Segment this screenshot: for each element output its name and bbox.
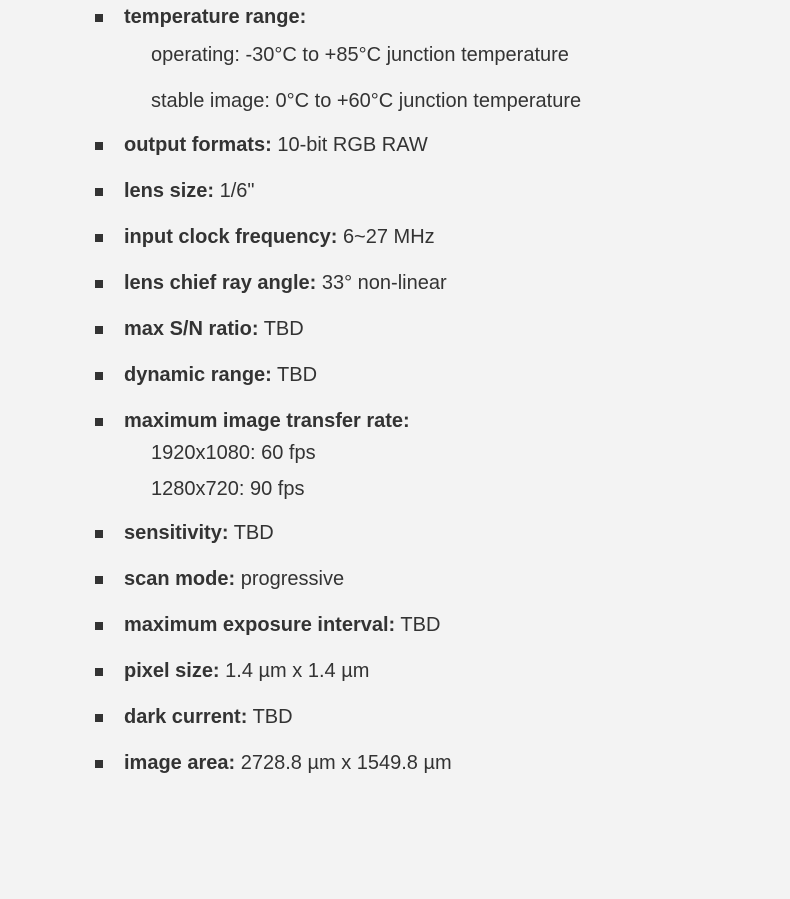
spec-item-maximum-image-transfer-rate [95, 408, 775, 502]
spec-value: TBD [252, 706, 293, 728]
square-bullet-icon [95, 418, 103, 426]
spec-label: output formats: [124, 134, 272, 156]
square-bullet-icon [95, 188, 103, 196]
spec-value: TBD [233, 522, 274, 544]
square-bullet-icon [95, 234, 103, 242]
spec-value: 33° non-linear [321, 272, 447, 294]
spec-item-image-area [95, 750, 775, 776]
spec-item-lens-size [95, 178, 775, 204]
spec-label: max S/N ratio: [124, 318, 259, 340]
spec-item-sensitivity [95, 520, 775, 546]
spec-value: progressive [240, 568, 345, 590]
sub-item-1280x720: 1280x720: 90 fps [151, 478, 305, 500]
square-bullet-icon [95, 326, 103, 334]
spec-item-maximum-exposure-interval [95, 612, 775, 638]
sub-item-stable-image: stable image: 0°C to +60°C junction temperature [151, 90, 582, 112]
spec-label: lens size: [124, 180, 215, 202]
spec-value: 1/6" [219, 180, 255, 202]
spec-value: TBD [400, 614, 441, 636]
spec-item-output-formats [95, 132, 775, 158]
square-bullet-icon [95, 142, 103, 150]
square-bullet-icon [95, 622, 103, 630]
square-bullet-icon [95, 530, 103, 538]
spec-item-temperature-range [95, 4, 775, 114]
spec-item-dynamic-range [95, 362, 775, 388]
spec-label: maximum image transfer rate: [124, 410, 410, 432]
square-bullet-icon [95, 714, 103, 722]
spec-label: temperature range: [124, 6, 307, 28]
spec-item-dark-current [95, 704, 775, 730]
sub-list [124, 42, 775, 114]
spec-list [95, 4, 775, 796]
spec-label: pixel size: [124, 660, 220, 682]
spec-label: dynamic range: [124, 364, 272, 386]
square-bullet-icon [95, 372, 103, 380]
sub-list [124, 440, 775, 502]
spec-item-scan-mode [95, 566, 775, 592]
spec-item-lens-chief-ray-angle [95, 270, 775, 296]
sub-item-operating: operating: -30°C to +85°C junction temperature [151, 44, 569, 66]
sub-item-1920x1080: 1920x1080: 60 fps [151, 442, 316, 464]
square-bullet-icon [95, 14, 103, 22]
square-bullet-icon [95, 576, 103, 584]
spec-label: scan mode: [124, 568, 236, 590]
spec-label: input clock frequency: [124, 226, 338, 248]
spec-label: sensitivity: [124, 522, 229, 544]
spec-label: lens chief ray angle: [124, 272, 317, 294]
spec-value: 6~27 MHz [342, 226, 435, 248]
spec-value: 1.4 µm x 1.4 µm [225, 660, 370, 682]
spec-value: TBD [263, 318, 304, 340]
spec-label: maximum exposure interval: [124, 614, 396, 636]
square-bullet-icon [95, 280, 103, 288]
spec-item-max-sn-ratio [95, 316, 775, 342]
spec-value: 2728.8 µm x 1549.8 µm [240, 752, 452, 774]
square-bullet-icon [95, 668, 103, 676]
spec-item-input-clock-frequency [95, 224, 775, 250]
spec-value: TBD [277, 364, 318, 386]
spec-value: 10-bit RGB RAW [277, 134, 428, 156]
spec-label: dark current: [124, 706, 248, 728]
spec-label: image area: [124, 752, 236, 774]
spec-item-pixel-size [95, 658, 775, 684]
square-bullet-icon [95, 760, 103, 768]
